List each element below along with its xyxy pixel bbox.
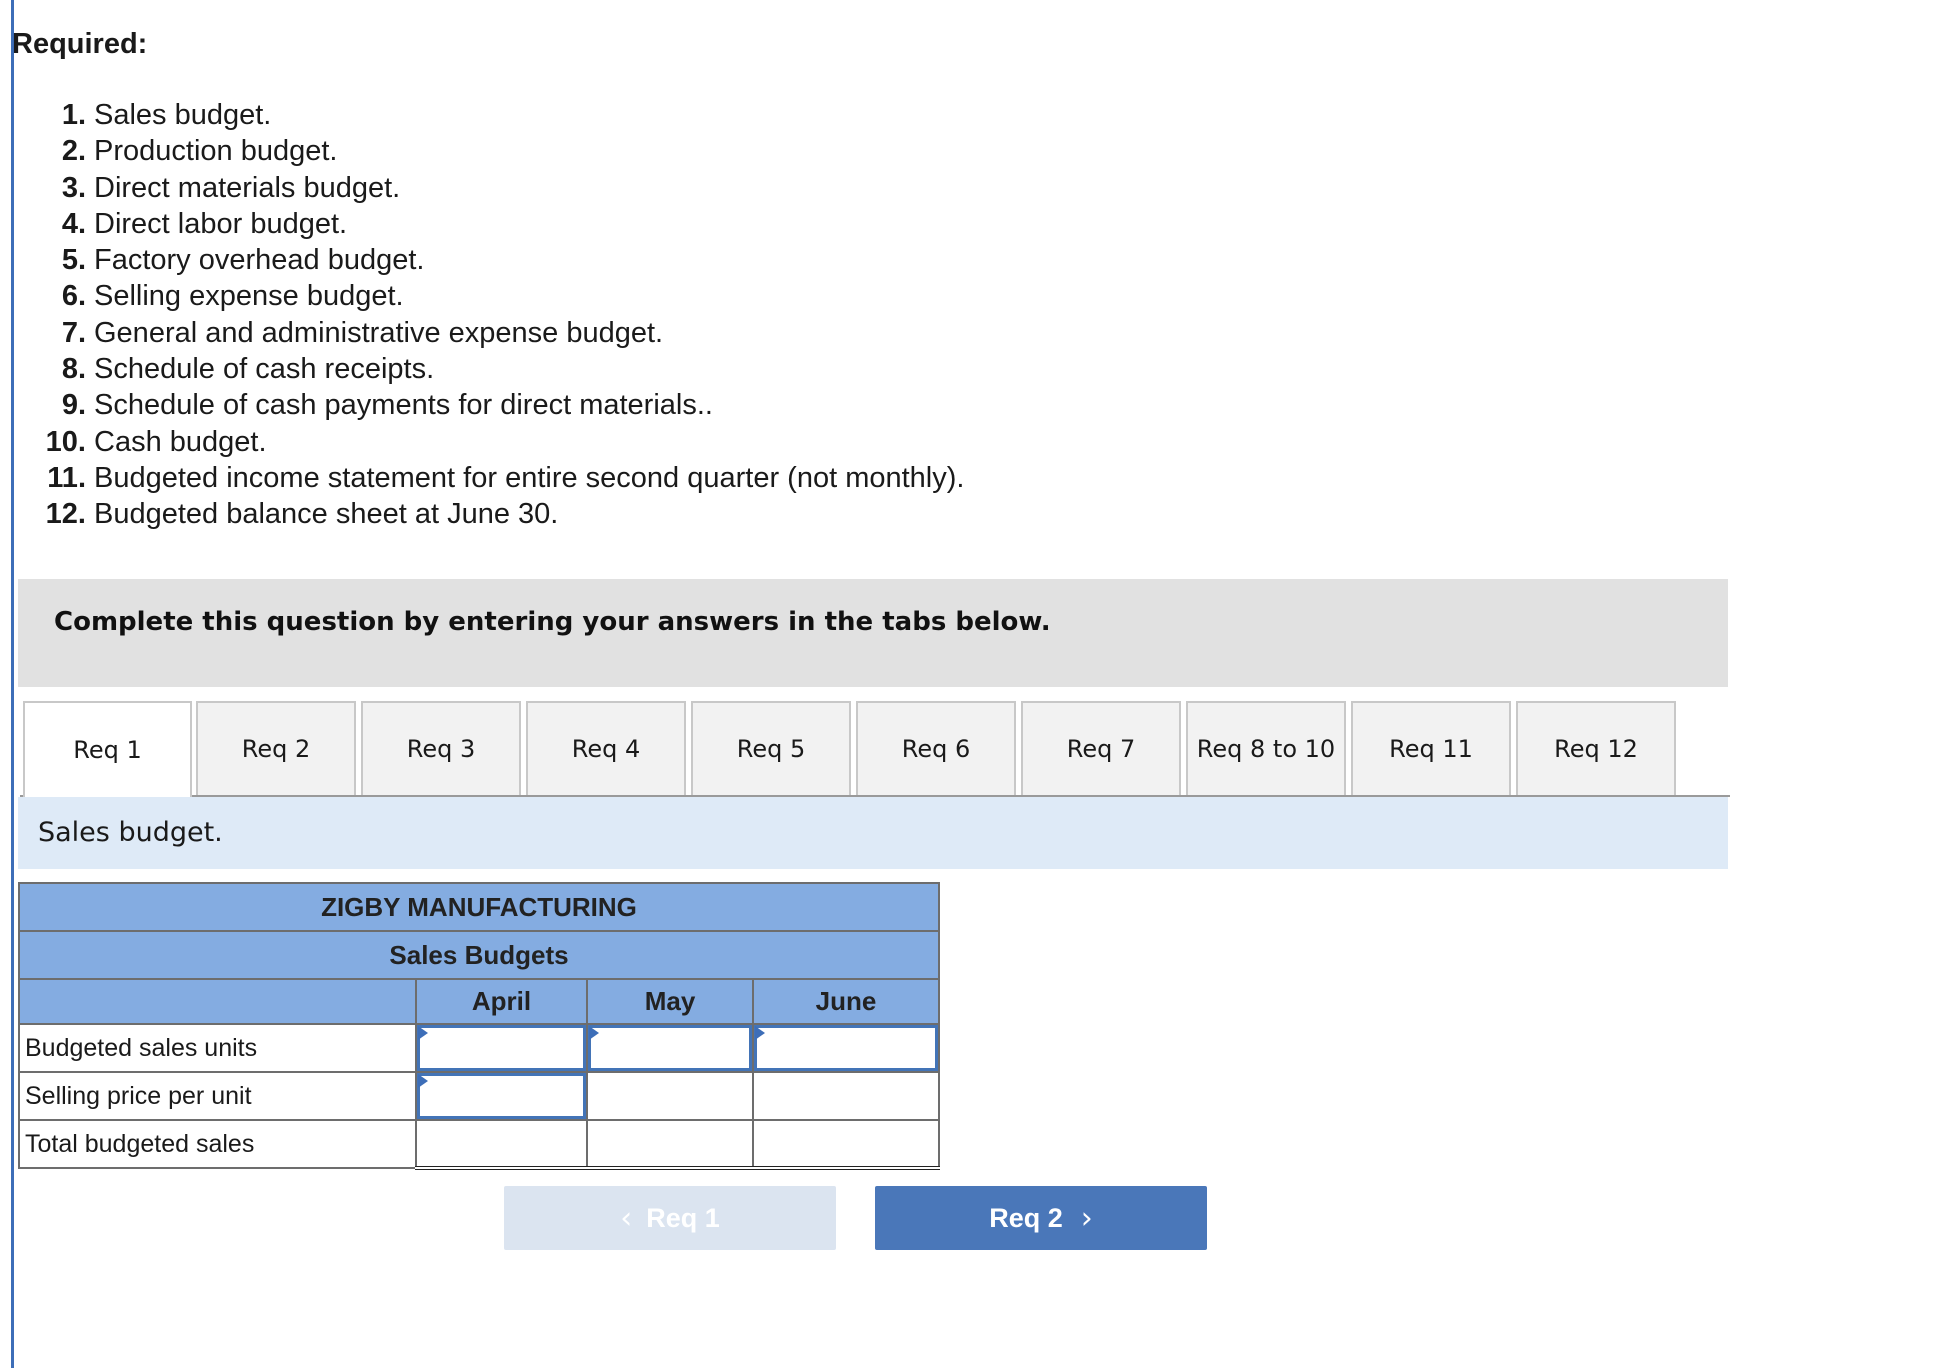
list-item-text: Production budget. — [94, 135, 338, 168]
list-item-text: Budgeted income statement for entire second quarter (not monthly). — [94, 461, 965, 494]
input-marker-icon — [589, 1026, 599, 1040]
list-item — [30, 242, 964, 278]
prev-req-button — [504, 1186, 836, 1250]
list-item — [30, 351, 964, 387]
tab-bar — [20, 701, 1730, 797]
list-item — [30, 387, 964, 423]
column-header-april: April — [416, 979, 587, 1024]
column-header-may: May — [587, 979, 753, 1024]
list-item — [30, 97, 964, 133]
list-item-number: 7. — [61, 316, 86, 349]
price-april-input[interactable] — [417, 1073, 586, 1119]
list-item-text: Schedule of cash receipts. — [94, 353, 435, 386]
table-title: Sales Budgets — [19, 931, 939, 979]
input-marker-icon — [755, 1026, 765, 1040]
list-item — [30, 496, 964, 532]
list-item-number: 4. — [61, 207, 86, 240]
list-item-text: Budgeted balance sheet at June 30. — [94, 498, 559, 531]
list-item-text: Cash budget. — [94, 425, 267, 458]
list-item — [30, 315, 964, 351]
tab-req-11[interactable]: Req 11 — [1351, 701, 1511, 795]
list-item-number: 5. — [61, 244, 86, 277]
left-accent-rule — [11, 0, 14, 1368]
cell-total-june — [753, 1120, 939, 1168]
list-item-number: 1. — [61, 99, 86, 131]
input-marker-icon — [418, 1026, 428, 1040]
cell-units-june — [753, 1024, 939, 1072]
tab-req-8-to-10[interactable]: Req 8 to 10 — [1186, 701, 1346, 795]
cell-price-june — [753, 1072, 939, 1120]
table-company-row — [19, 883, 939, 931]
list-item-number: 8. — [61, 353, 86, 386]
tab-req-5[interactable]: Req 5 — [691, 701, 851, 795]
list-item-number: 10. — [45, 425, 86, 458]
instruction-box — [18, 579, 1728, 687]
list-item — [30, 278, 964, 314]
table-row — [19, 1072, 939, 1120]
list-item — [30, 170, 964, 206]
subheading-text: Sales budget. — [38, 817, 223, 848]
table-row — [19, 1120, 939, 1168]
list-item-text: Sales budget. — [94, 99, 272, 131]
list-item — [30, 460, 964, 496]
list-item — [30, 206, 964, 242]
company-name: ZIGBY MANUFACTURING — [19, 883, 939, 931]
list-item-number: 11. — [47, 461, 86, 494]
tab-req-3[interactable]: Req 3 — [361, 701, 521, 795]
table-row — [19, 1024, 939, 1072]
tab-req-2[interactable]: Req 2 — [196, 701, 356, 795]
list-item-number: 2. — [61, 135, 86, 168]
table-column-header-row — [19, 979, 939, 1024]
list-item-number: 3. — [61, 171, 86, 204]
requirements-list — [30, 97, 964, 533]
tab-req-1[interactable]: Req 1 — [23, 701, 192, 797]
list-item-text: General and administrative expense budget. — [94, 316, 664, 349]
units-may-input[interactable] — [588, 1025, 752, 1071]
column-header-june: June — [753, 979, 939, 1024]
row-label-selling-price-per-unit: Selling price per unit — [19, 1072, 416, 1120]
list-item — [30, 133, 964, 169]
tab-req-12[interactable]: Req 12 — [1516, 701, 1676, 795]
chevron-left-icon: ‹ — [620, 1200, 633, 1236]
tab-req-4[interactable]: Req 4 — [526, 701, 686, 795]
cell-price-april — [416, 1072, 587, 1120]
cell-total-april — [416, 1120, 587, 1168]
sales-budget-table — [18, 882, 940, 1170]
instruction-text: Complete this question by entering your answers in the tabs below. — [54, 607, 1051, 637]
prev-req-label: Req 1 — [646, 1202, 720, 1233]
list-item — [30, 424, 964, 460]
next-req-label: Req 2 — [989, 1202, 1063, 1233]
cell-price-may — [587, 1072, 753, 1120]
list-item-number: 12. — [45, 498, 86, 531]
input-marker-icon — [418, 1074, 428, 1088]
required-heading: Required: — [12, 28, 148, 60]
list-item-number: 9. — [61, 389, 86, 422]
list-item-text: Direct materials budget. — [94, 171, 401, 204]
table-title-row — [19, 931, 939, 979]
units-june-input[interactable] — [754, 1025, 938, 1071]
list-item-number: 6. — [61, 280, 86, 313]
cell-units-may — [587, 1024, 753, 1072]
chevron-right-icon: › — [1080, 1200, 1093, 1236]
list-item-text: Factory overhead budget. — [94, 244, 425, 277]
row-label-total-budgeted-sales: Total budgeted sales — [19, 1120, 416, 1168]
tab-req-6[interactable]: Req 6 — [856, 701, 1016, 795]
list-item-text: Selling expense budget. — [94, 280, 404, 313]
cell-units-april — [416, 1024, 587, 1072]
cell-total-may — [587, 1120, 753, 1168]
list-item-text: Schedule of cash payments for direct materials.. — [94, 389, 713, 422]
tab-req-7[interactable]: Req 7 — [1021, 701, 1181, 795]
units-april-input[interactable] — [417, 1025, 586, 1071]
list-item-text: Direct labor budget. — [94, 207, 348, 240]
subheading-bar — [18, 797, 1728, 869]
next-req-button[interactable] — [875, 1186, 1207, 1250]
row-label-budgeted-sales-units: Budgeted sales units — [19, 1024, 416, 1072]
column-header-blank — [19, 979, 416, 1024]
